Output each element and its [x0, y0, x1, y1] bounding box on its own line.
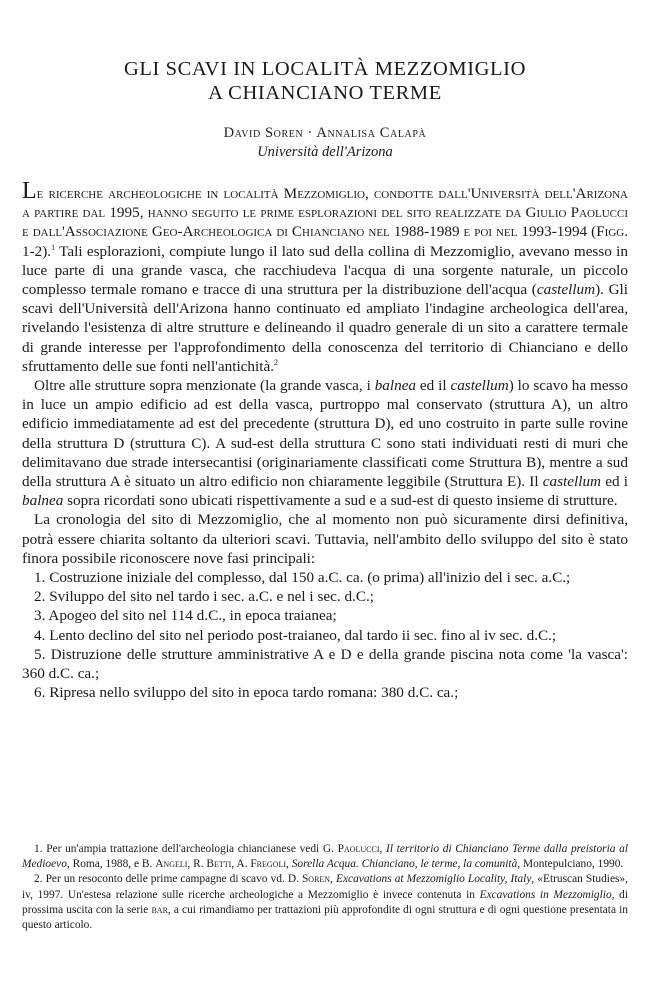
footnote-1-text: ,: [379, 843, 387, 855]
paragraph-2-text-e: sopra ricordati sono ubicati rispettivamente a sud e a sud-est di questo insieme di strutture.: [63, 492, 618, 510]
phase-item: 3. Apogeo del sito nel 114 d.C., in epoca traianea;: [34, 607, 337, 625]
author-name: Fregoli: [250, 858, 286, 871]
term-castellum: castellum: [536, 281, 596, 299]
paragraph-1-text-c: Tali esplorazioni, compiute lungo il lato sud della collina di Mezzomiglio, avevano messo in luce parte di una grande vasca, che racchiudeva l'acqua di una sorgente naturale, un piccolo complesso termale romano e tracce di una struttura per la distribuzione dell'acqua (: [22, 242, 628, 299]
term-balnea: balnea: [374, 377, 417, 395]
footnote-2-text: , a cui rimandiamo per trattazioni più approfondite di ogni struttura e di ogni questione presentata in questo articolo.: [22, 903, 628, 932]
footnotes: [22, 842, 628, 933]
author-name: Soren: [301, 873, 331, 886]
paragraph-1-text-b: ).: [42, 242, 52, 260]
title-line-2: A CHIANCIANO TERME: [208, 82, 442, 104]
footnote-1: [22, 842, 628, 872]
paragraph-1: [22, 178, 628, 376]
title-line-1: GLI SCAVI IN LOCALITÀ MEZZOMIGLIO: [123, 58, 527, 80]
paragraph-2-text-c: ) lo scavo ha messo in luce un ampio edificio ad est della vasca, purtroppo mal conservato (struttura A), un altro edificio immediatamente ad est del precedente (struttura D), ed uno costruito in parte sulle rovine della struttura D (struttura C). A sud-est della struttura C sono stati individuati resti di muri che delimitavano due strade intersecantisi (originariamente classificati come Struttura B), mentre a sud della struttura A è situato un altro edificio non chiaramente leggibile (Struttura E). Il: [22, 377, 628, 491]
author-name: Angeli: [155, 858, 188, 871]
footnote-1-text: , Montepulciano, 1990.: [517, 858, 624, 871]
series-name: bar: [151, 903, 168, 916]
footnote-2-text: ,: [330, 873, 336, 886]
phase-item: 6. Ripresa nello sviluppo del sito in epoca tardo romana: 380 d.C. ca.;: [34, 684, 459, 702]
paragraph-1-text-d: ). Gli scavi dell'Università dell'Arizona hanno continuato ed ampliato l'indagine archeologica dell'area, rivelando l'esistenza di altre strutture e delineando il quadro generale di un sito a carattere termale di grande interesse per l'approfondimento della conoscenza del territorio di Chianciano e dello sfruttamento delle sue fonti nell'antichità.: [22, 281, 628, 375]
term-castellum: castellum: [542, 473, 602, 491]
footnote-1-text: , A.: [231, 858, 251, 871]
paragraph-2-text-b: ed il: [416, 377, 451, 395]
paragraph-2: [22, 376, 628, 510]
article-body: [22, 178, 628, 702]
term-balnea: balnea: [22, 492, 64, 510]
paragraph-1-text-a: e ricerche archeologiche in località Mezzomiglio, condotte dall'Università dell'Arizona a partire dal 1995, hanno seguito le prime esplorazioni del sito realizzate da Giulio Paolucci e dall'Associazione Geo-Archeologica di Chianciano nel 1988-1989 e poi nel 1993-1994 (: [22, 185, 628, 241]
term-castellum: castellum: [450, 377, 509, 395]
article-title-ref: Excavations at Mezzomiglio Locality, Italy: [336, 873, 532, 886]
phase-item: 5. Distruzione delle strutture amministrative A e D e della grande piscina nota come 'la vasca': 360 d.C. ca.;: [22, 645, 628, 683]
footnote-ref-1[interactable]: 1: [51, 242, 56, 252]
phase-item: 1. Costruzione iniziale del complesso, dal 150 a.C. ca. (o prima) all'inizio del i sec. a.C.;: [34, 569, 571, 587]
phase-item: 4. Lento declino del sito nel periodo post-traianeo, dal tardo ii sec. fino al iv sec. d.C.;: [34, 626, 557, 644]
book-title: Sorella Acqua. Chianciano, le terme, la comunità: [291, 858, 518, 871]
footnote-ref-2[interactable]: 2: [274, 357, 278, 367]
author-name: Betti: [206, 858, 232, 871]
footnote-2-text: , «Etruscan Studies», iv, 1997. Un'estesa relazione sulle ricerche archeologiche a Mezzomiglio è invece contenuta in: [22, 873, 628, 901]
affiliation: Università dell'Arizona: [257, 144, 393, 160]
footnote-2-text: , di prossima uscita con la serie: [22, 888, 628, 916]
drop-cap: L: [22, 178, 37, 204]
footnote-1-text: , R.: [187, 858, 207, 871]
paragraph-2-text-d: ed i: [601, 473, 628, 491]
book-title: Il territorio di Chianciano Terme dalla preistoria al Medioevo: [22, 843, 628, 871]
article-title: [0, 57, 650, 105]
book-title: Excavations in Mezzomiglio: [479, 888, 612, 901]
footnote-2-text: 2. Per un resoconto delle prime campagne di scavo vd. D.: [34, 873, 302, 886]
footnote-1-text: 1. Per un'ampia trattazione dell'archeologia chiancianese vedi G.: [34, 843, 338, 855]
phase-item: 2. Sviluppo del sito nel tardo i sec. a.C. e nel i sec. d.C.;: [34, 588, 374, 606]
paragraph-2-text-a: Oltre alle strutture sopra menzionate (la grande vasca, i: [34, 377, 375, 395]
authors: David Soren · Annalisa Calapà: [223, 125, 427, 141]
footnote-1-text: ,: [286, 858, 292, 871]
author-name: Paolucci: [337, 843, 380, 855]
footnote-2: [22, 872, 628, 933]
footnote-1-text: , Roma, 1988, e B.: [66, 858, 156, 871]
figure-reference: Figg. 1-2: [22, 223, 628, 260]
paragraph-3: La cronologia del sito di Mezzomiglio, che al momento non può sicuramente dirsi definitiva, potrà essere chiarita soltanto da ulteriori scavi. Tuttavia, nell'ambito dello sviluppo del sito è stato finora possibile riconoscere nove fasi principali:: [22, 511, 628, 567]
